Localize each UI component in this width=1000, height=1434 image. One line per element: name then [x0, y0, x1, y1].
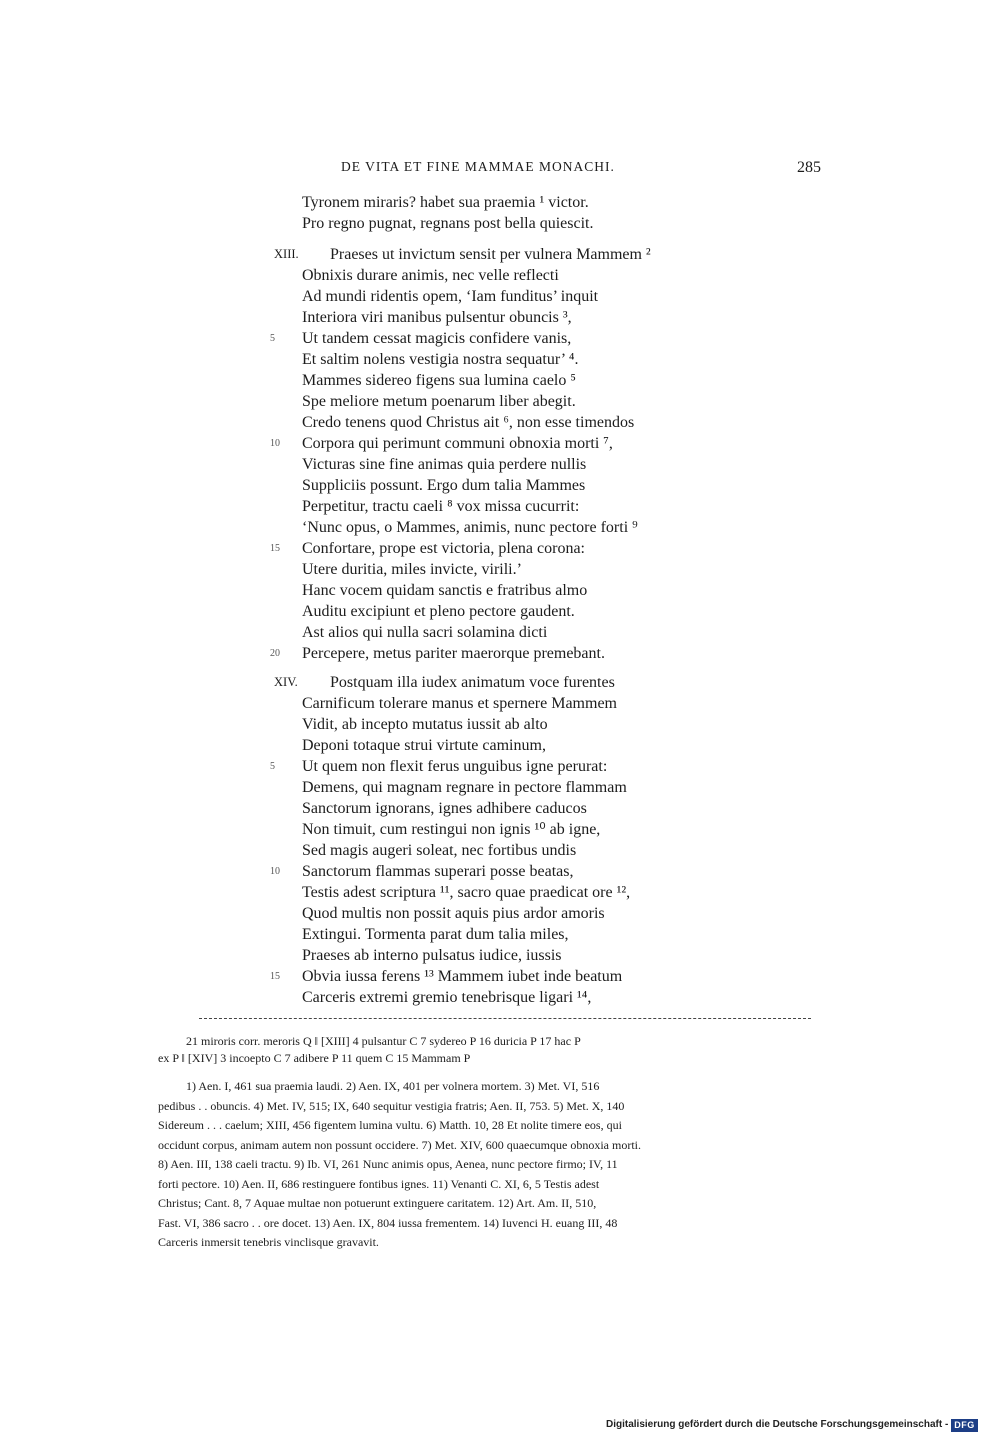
running-head — [0, 159, 1000, 183]
verse-line: Deponi totaque strui virtute caminum, — [302, 737, 546, 754]
apparatus-line: ex P ‖ [XIV] 3 incoepto C 7 adibere P 11 quem C 15 Mammam P — [158, 1051, 471, 1065]
critical-apparatus — [158, 1033, 828, 1067]
verse-line: Postquam illa iudex animatum voce furentes — [330, 674, 615, 691]
section-number: XIV. — [274, 675, 298, 689]
verse-line: Ast alios qui nulla sacri solamina dicti — [302, 624, 548, 641]
verse-line: Praeses ut invictum sensit per vulnera Mammem ² — [330, 246, 651, 263]
footnote-line: pedibus . . obuncis. 4) Met. IV, 515; IX, 640 sequitur vestigia fratris; Aen. II, 753. 5) Met. X, 140 — [158, 1098, 625, 1113]
verse-line: Vidit, ab incepto mutatus iussit ab alto — [302, 716, 548, 733]
digitization-credit — [606, 1418, 978, 1432]
verse-line: Testis adest scriptura ¹¹, sacro quae praedicat ore ¹², — [302, 884, 631, 901]
line-number: 20 — [270, 648, 280, 659]
verse-line: Pro regno pugnat, regnans post bella quiescit. — [302, 215, 594, 232]
line-number: 10 — [270, 866, 280, 877]
verse-line: Tyronem miraris? habet sua praemia ¹ victor. — [302, 194, 589, 211]
verse-line: Et saltim nolens vestigia nostra sequatur’ ⁴. — [302, 351, 579, 368]
apparatus-line: 21 miroris corr. meroris Q ‖ [XIII] 4 pulsantur C 7 sydereo P 16 duricia P 17 hac P — [186, 1034, 581, 1048]
line-number: 10 — [270, 438, 280, 449]
verse-line: Ad mundi ridentis opem, ‘Iam funditus’ inquit — [302, 288, 599, 305]
verse-line: Obvia iussa ferens ¹³ Mammem iubet inde beatum — [302, 968, 623, 985]
verse-line: Obnixis durare animis, nec velle reflecti — [302, 267, 559, 284]
verse-line: Credo tenens quod Christus ait ⁶, non esse timendos — [302, 414, 635, 431]
verse-line: Ut tandem cessat magicis confidere vanis, — [302, 330, 572, 347]
verse-line: Non timuit, cum restingui non ignis ¹⁰ ab igne, — [302, 821, 601, 838]
line-number: 15 — [270, 543, 280, 554]
footnote-line: Carceris inmersit tenebris vinclisque gravavit. — [158, 1235, 379, 1249]
verse-line: Perpetitur, tractu caeli ⁸ vox missa cucurrit: — [302, 498, 580, 515]
verse-line: Confortare, prope est victoria, plena corona: — [302, 540, 585, 557]
footnote-line: occidunt corpus, animam autem non possunt occidere. 7) Met. XIV, 600 quaecumque obnoxia morti. — [158, 1137, 641, 1152]
running-title: DE VITA ET FINE MAMMAE MONACHI. — [341, 159, 615, 174]
verse-line: Mammes sidereo figens sua lumina caelo ⁵ — [302, 372, 576, 389]
footnote-line: Christus; Cant. 8, 7 Aquae multae non potuerunt extinguere caritatem. 12) Art. Am. II, 510, — [158, 1196, 597, 1210]
verse-line: Ut quem non flexit ferus unguibus igne perurat: — [302, 758, 608, 775]
line-number: 5 — [270, 333, 275, 344]
footnote-line: Sidereum . . . caelum; XIII, 456 figentem lumina vultu. 6) Matth. 10, 28 Et nolite timere eos, qui — [158, 1118, 622, 1132]
verse-line: Hanc vocem quidam sanctis e fratribus almo — [302, 582, 588, 599]
verse-line: Carnificum tolerare manus et spernere Mammem — [302, 695, 617, 712]
verse-line: Sanctorum flammas superari posse beatas, — [302, 863, 574, 880]
page-number: 285 — [797, 159, 821, 176]
verse-line: ‘Nunc opus, o Mammes, animis, nunc pectore forti ⁹ — [302, 519, 638, 536]
footnote-line: forti pectore. 10) Aen. II, 686 restinguere fontibus ignes. 11) Venanti C. XI, 6, 5 Testis adest — [158, 1176, 600, 1191]
verse-line: Percepere, metus pariter maerorque premebant. — [302, 645, 605, 662]
verse-line: Victuras sine fine animas quia perdere nullis — [302, 456, 587, 473]
line-number: 15 — [270, 971, 280, 982]
footnote-rule — [199, 1018, 811, 1019]
verse-line: Carceris extremi gremio tenebrisque ligari ¹⁴, — [302, 989, 592, 1006]
footnotes — [158, 1077, 828, 1253]
verse-line: Interiora viri manibus pulsentur obuncis ³, — [302, 309, 572, 326]
verse-line: Extingui. Tormenta parat dum talia miles, — [302, 926, 569, 943]
footnote-line: 1) Aen. I, 461 sua praemia laudi. 2) Aen. IX, 401 per volnera mortem. 3) Met. VI, 516 — [186, 1079, 600, 1093]
verse-line: Corpora qui perimunt communi obnoxia morti ⁷, — [302, 435, 613, 452]
credit-text: Digitalisierung gefördert durch die Deutsche Forschungsgemeinschaft - — [606, 1419, 949, 1430]
verse-line: Sanctorum ignorans, ignes adhibere caducos — [302, 800, 587, 817]
footnote-line: 8) Aen. III, 138 caeli tractu. 9) Ib. VI, 261 Nunc animis opus, Aenea, nunc pectore firmo; IV, 11 — [158, 1157, 618, 1171]
verse-line: Auditu excipiunt et pleno pectore gaudent. — [302, 603, 575, 620]
dfg-logo: DFG — [951, 1419, 978, 1432]
verse-line: Utere duritia, miles invicte, virili.’ — [302, 561, 522, 578]
verse-line: Sed magis augeri soleat, nec fortibus undis — [302, 842, 577, 859]
verse-line: Suppliciis possunt. Ergo dum talia Mammes — [302, 477, 586, 494]
verse-line: Spe meliore metum poenarum liber abegit. — [302, 393, 576, 410]
footnote-line: Fast. VI, 386 sacro . . ore docet. 13) Aen. IX, 804 iussa frementem. 14) Iuvenci H. euang III, 48 — [158, 1215, 618, 1230]
verse-line: Demens, qui magnam regnare in pectore flammam — [302, 779, 627, 796]
verse-line: Praeses ab interno pulsatus iudice, iussis — [302, 947, 562, 964]
verse-line: Quod multis non possit aquis pius ardor amoris — [302, 905, 605, 922]
section-number: XIII. — [274, 247, 299, 261]
line-number: 5 — [270, 761, 275, 772]
